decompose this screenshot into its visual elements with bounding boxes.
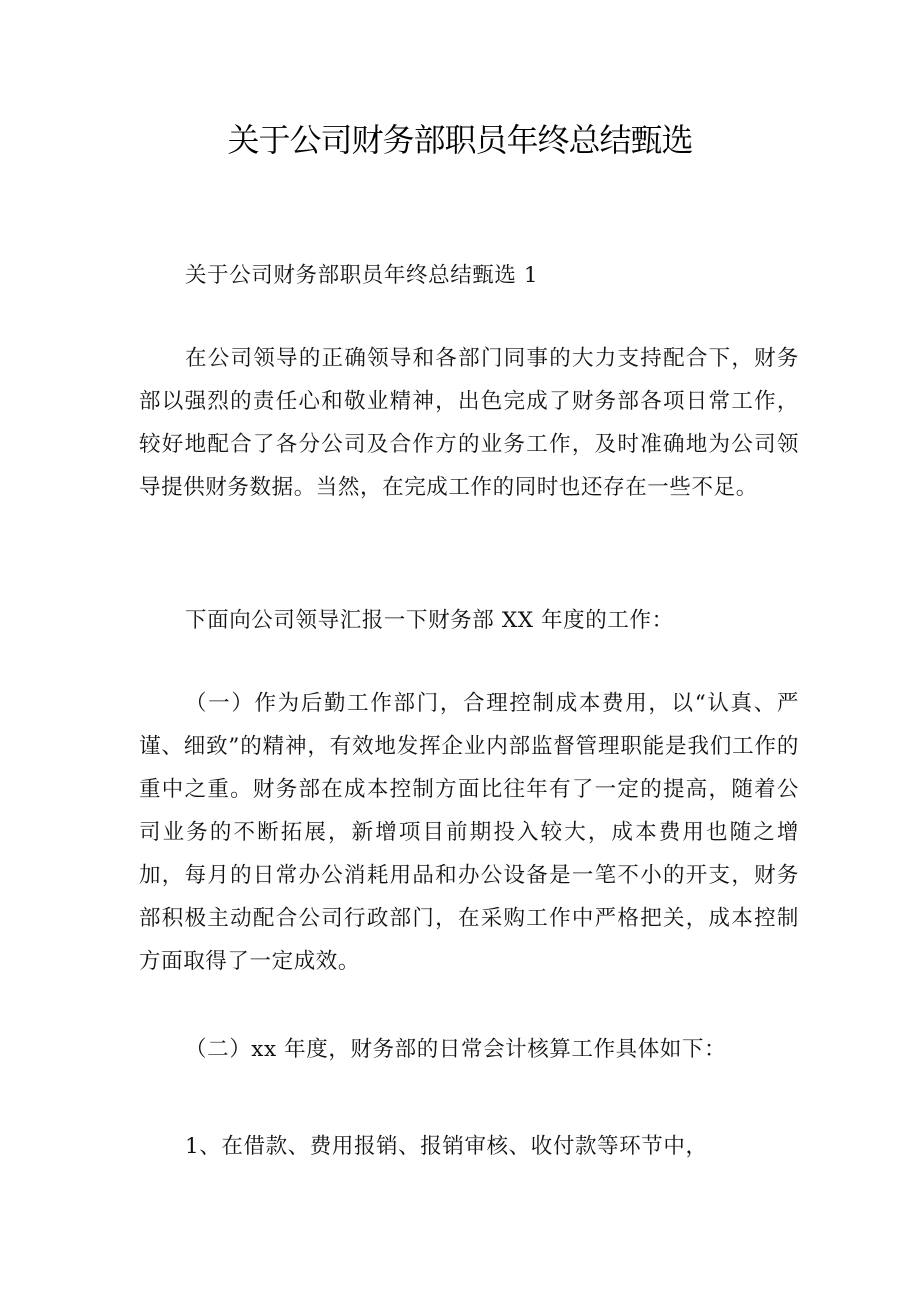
report-paragraph: 下面向公司领导汇报一下财务部 XX 年度的工作： — [185, 608, 674, 633]
section-heading: 关于公司财务部职员年终总结甄选 1 — [185, 263, 539, 288]
list-item-paragraph: 1、在借款、费用报销、报销审核、收付款等环节中， — [185, 1134, 708, 1159]
section-one-paragraph: （一）作为后勤工作部门，合理控制成本费用，以“认真、严谨、细致”的精神，有效地发挥企业内部监督管理职能是我们工作的重中之重。财务部在成本控制方面比往年有了一定的提高，随着公司业务的不断拓展，新增项目前期投入较大，成本费用也随之增加，每月的日常办公消耗用品和办公设备是一笔不小的开支，财务部积极主动配合公司行政部门，在采购工作中严格把关，成本控制方面取得了一定成效。 — [139, 691, 799, 974]
intro-paragraph: 在公司领导的正确领导和各部门同事的大力支持配合下，财务部以强烈的责任心和敬业精神，出色完成了财务部各项日常工作，较好地配合了各分公司及合作方的业务工作，及时准确地为公司领导提供财务数据。当然，在完成工作的同时也还存在一些不足。 — [139, 346, 799, 500]
document-title: 关于公司财务部职员年终总结甄选 — [227, 121, 693, 159]
section-two-paragraph: （二）xx 年度，财务部的日常会计核算工作具体如下： — [185, 1037, 727, 1062]
